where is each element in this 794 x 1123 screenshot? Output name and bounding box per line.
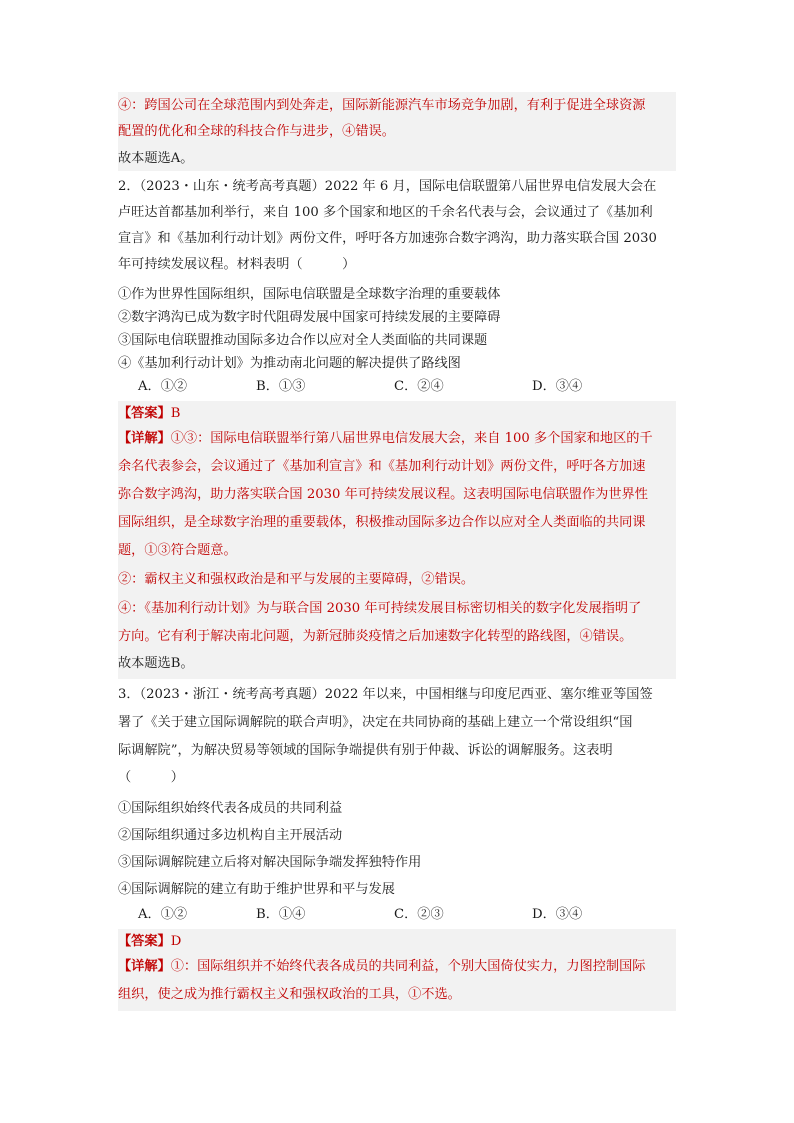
detail-text: ①：国际组织并不始终代表各成员的共同利益，个别大国倚仗实力，力图控制国际 xyxy=(170,959,646,974)
choice-b[interactable]: B．①④ xyxy=(256,907,306,922)
question-stem-line: 宣言》和《基加利行动计划》两份文件，呼吁各方加速弥合数字鸿沟，助力落实联合国 2030 xyxy=(118,231,657,246)
choice-b[interactable]: B．①③ xyxy=(256,379,306,394)
option-statement: ①作为世界性国际组织，国际电信联盟是全球数字治理的重要载体 xyxy=(118,287,501,302)
detail-text: ①③：国际电信联盟举行第八届世界电信发展大会，来自 100 多个国家和地区的千 xyxy=(170,431,653,446)
detail-line: 题，①③符合题意。 xyxy=(118,543,237,558)
document-page xyxy=(118,92,676,1011)
explanation-line: ④：跨国公司在全球范围内到处奔走，国际新能源汽车市场竞争加剧，有利于促进全球资源 xyxy=(118,98,646,113)
choice-c[interactable]: C．②③ xyxy=(394,907,444,922)
choice-d[interactable]: D．③④ xyxy=(532,907,583,922)
detail-label: 【详解】 xyxy=(118,431,171,446)
detail-point-4: ④：《基加利行动计划》为与联合国 2030 年可持续发展目标密切相关的数字化发展指明了 xyxy=(118,601,642,616)
choice-a[interactable]: A．①② xyxy=(138,379,188,394)
question-stem-line: 2．（2023・山东・统考高考真题）2022 年 6 月，国际电信联盟第八届世界电信发展大会在 xyxy=(118,179,657,194)
answer-line xyxy=(118,931,676,953)
conclusion-line: 故本题选A。 xyxy=(118,151,194,166)
question-stem-line: 际调解院”，为解决贸易等领域的国际争端提供有别于仲裁、诉讼的调解服务。这表明 xyxy=(118,743,613,758)
option-statement: ③国际调解院建立后将对解决国际争端发挥独特作用 xyxy=(118,855,422,870)
answer-label: 【答案】 xyxy=(118,406,171,421)
conclusion-line: 故本题选B。 xyxy=(118,656,194,671)
answer-line xyxy=(118,403,676,425)
previous-explanation xyxy=(118,92,676,171)
detail-line xyxy=(118,953,676,981)
detail-line xyxy=(118,425,676,453)
detail-line: 弥合数字鸿沟，助力落实联合国 2030 年可持续发展议程。这表明国际电信联盟作为世界性 xyxy=(118,487,648,502)
answer-choices xyxy=(118,377,676,397)
explanation-line: 配置的优化和全球的科技合作与进步，④错误。 xyxy=(118,124,395,139)
question-stem-line: 卢旺达首都基加利举行，来自 100 多个国家和地区的千余名代表与会，会议通过了《基加利 xyxy=(118,205,653,220)
question-2 xyxy=(118,174,676,397)
question-stem-line: 3．（2023・浙江・统考高考真题）2022 年以来，中国相继与印度尼西亚、塞尔维亚等国签 xyxy=(118,687,653,702)
question-stem-line: 年可持续发展议程。材料表明（ ） xyxy=(118,257,356,272)
detail-line: 国际组织，是全球数字治理的重要载体，积极推动国际多边合作以应对全人类面临的共同课 xyxy=(118,515,646,530)
answer-block-q3 xyxy=(118,929,676,1011)
option-statement: ④国际调解院的建立有助于维护世界和平与发展 xyxy=(118,882,395,897)
choice-a[interactable]: A．①② xyxy=(138,907,188,922)
option-statement: ②国际组织通过多边机构自主开展活动 xyxy=(118,828,343,843)
detail-point-2: ②：霸权主义和强权政治是和平与发展的主要障碍，②错误。 xyxy=(118,572,475,587)
answer-value: B xyxy=(170,406,181,421)
option-statement: ①国际组织始终代表各成员的共同利益 xyxy=(118,801,343,816)
detail-line: 组织，使之成为推行霸权主义和强权政治的工具，①不选。 xyxy=(118,987,461,1002)
question-stem-line: （ ） xyxy=(118,770,184,785)
detail-line: 余名代表参会，会议通过了《基加利宣言》和《基加利行动计划》两份文件，呼吁各方加速 xyxy=(118,459,646,474)
answer-label: 【答案】 xyxy=(118,934,171,949)
option-statement: ②数字鸿沟已成为数字时代阻碍发展中国家可持续发展的主要障碍 xyxy=(118,310,501,325)
answer-choices xyxy=(118,905,676,925)
option-statement: ④《基加利行动计划》为推动南北问题的解决提供了路线图 xyxy=(118,356,461,371)
choice-d[interactable]: D．③④ xyxy=(532,379,583,394)
detail-point-4: 方向。它有利于解决南北问题，为新冠肺炎疫情之后加速数字化转型的路线图，④错误。 xyxy=(118,629,633,644)
option-statement: ③国际电信联盟推动国际多边合作以应对全人类面临的共同课题 xyxy=(118,333,488,348)
question-3 xyxy=(118,681,676,925)
answer-value: D xyxy=(170,934,182,949)
answer-block-q2 xyxy=(118,401,676,679)
choice-c[interactable]: C．②④ xyxy=(394,379,444,394)
detail-label: 【详解】 xyxy=(118,959,171,974)
question-stem-line: 署了《关于建立国际调解院的联合声明》，决定在共同协商的基础上建立一个常设组织“国 xyxy=(118,715,633,730)
